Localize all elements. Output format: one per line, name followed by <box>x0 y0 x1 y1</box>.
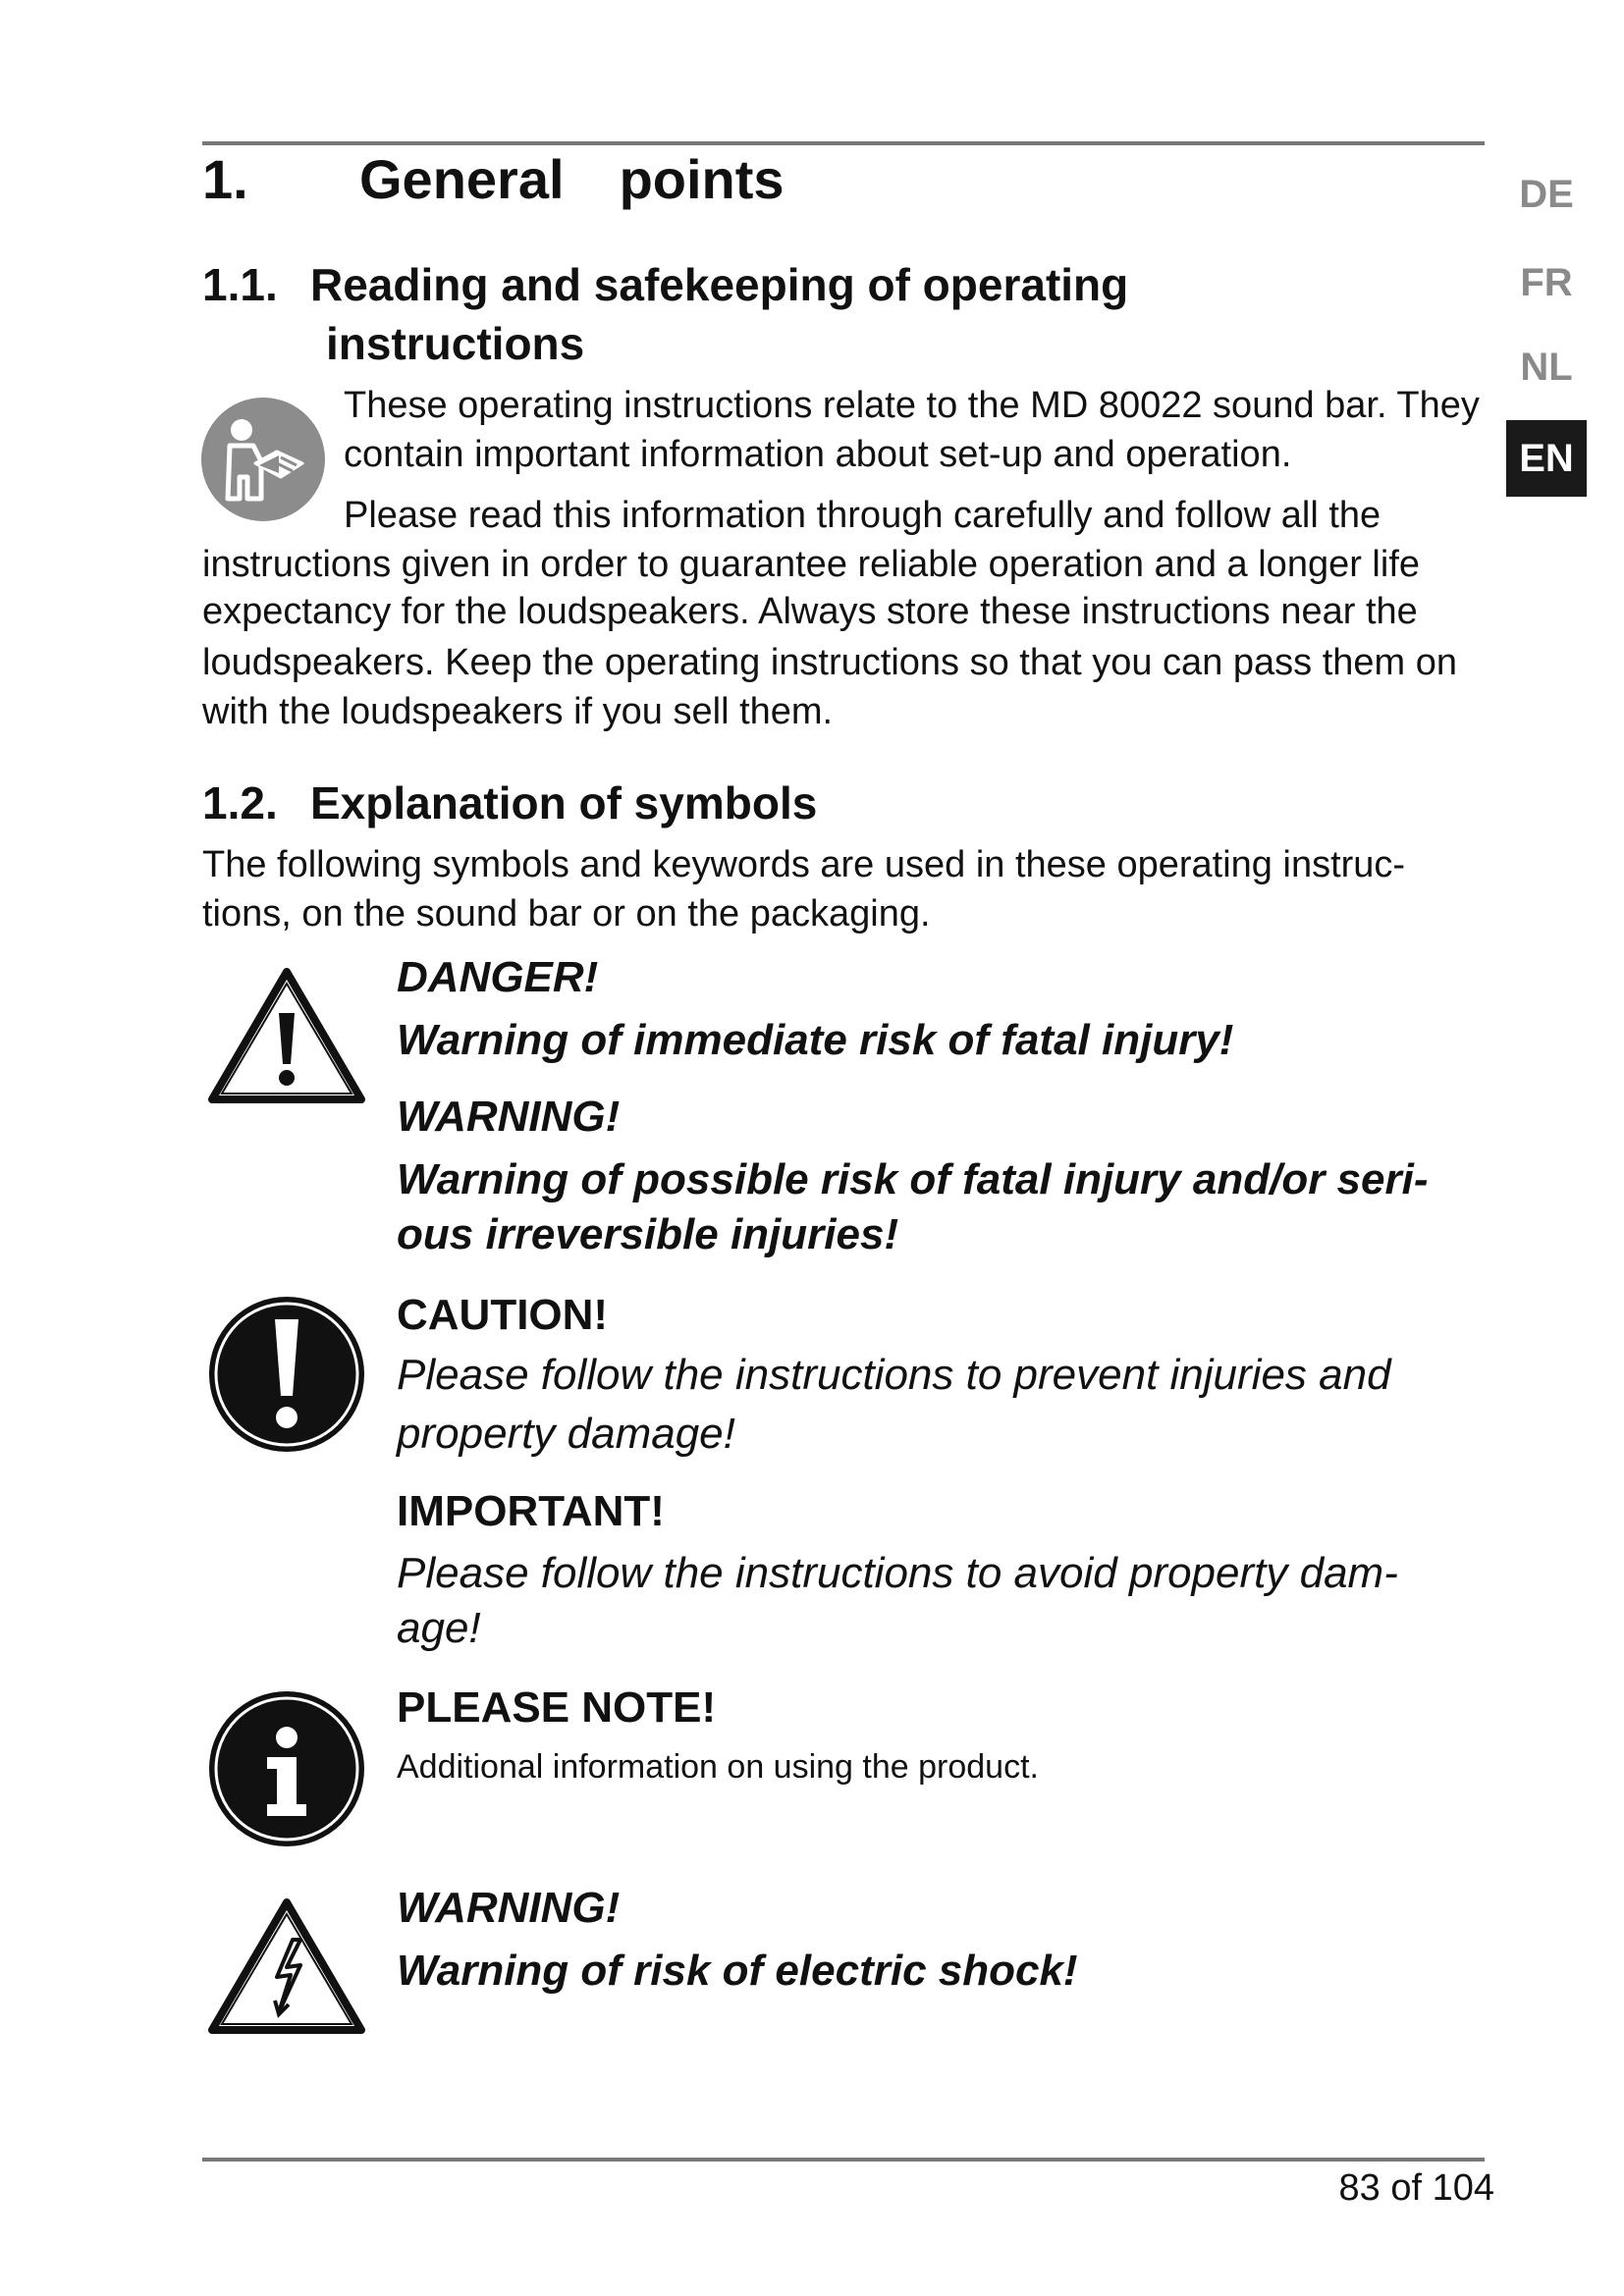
lang-tab-fr[interactable]: FR <box>1520 261 1573 304</box>
important-description-line2: age! <box>397 1604 481 1652</box>
section-1-1-line-7: with the loudspeakers if you sell them. <box>202 691 834 732</box>
lang-tab-nl[interactable]: NL <box>1520 346 1573 389</box>
electric-warning-description: Warning of risk of electric shock! <box>397 1947 1078 1995</box>
bottom-rule <box>202 2158 1485 2162</box>
read-manual-icon <box>200 397 326 522</box>
lang-tab-en[interactable]: EN <box>1506 420 1587 497</box>
top-rule <box>202 141 1485 145</box>
section-1-1-line-3: Please read this information through carefully and follow all the <box>344 495 1381 536</box>
chapter-title-word-1: General <box>359 148 565 210</box>
caution-description-line1: Please follow the instructions to prevent injuries and <box>397 1351 1391 1399</box>
please-note-title: PLEASE NOTE! <box>397 1683 717 1732</box>
please-note-description: Additional information on using the product. <box>397 1748 1039 1786</box>
section-1-2-intro-line-1: The following symbols and keywords are used in these operating instruc- <box>202 844 1406 885</box>
page-number: 83 of 104 <box>1338 2167 1494 2209</box>
important-title: IMPORTANT! <box>397 1487 665 1535</box>
important-description-line1: Please follow the instructions to avoid property dam- <box>397 1549 1398 1597</box>
lang-tab-de[interactable]: DE <box>1519 173 1574 216</box>
danger-description: Warning of immediate risk of fatal injury! <box>397 1016 1234 1064</box>
chapter-number: 1. <box>202 148 248 210</box>
electric-shock-triangle-icon <box>206 1896 367 2036</box>
section-1-1-heading <box>202 255 1128 314</box>
caution-description-line2: property damage! <box>397 1410 735 1458</box>
section-1-1-number: 1.1. <box>202 259 278 310</box>
warning-title: WARNING! <box>397 1093 621 1141</box>
section-1-1-title-line1: Reading and safekeeping of operating <box>310 259 1129 310</box>
section-1-2-heading <box>202 774 817 832</box>
section-1-1-line-5: expectancy for the loudspeakers. Always store these instructions near the <box>202 591 1418 632</box>
caution-title: CAUTION! <box>397 1291 609 1339</box>
section-1-2-intro-line-2: tions, on the sound bar or on the packaging. <box>202 893 931 934</box>
danger-title: DANGER! <box>397 953 599 1001</box>
section-1-1-line-1: These operating instructions relate to the MD 80022 sound bar. They <box>344 385 1480 426</box>
warning-description-line2: ous irreversible injuries! <box>397 1210 899 1258</box>
exclamation-circle-icon <box>206 1294 367 1455</box>
electric-warning-title: WARNING! <box>397 1884 621 1932</box>
info-circle-icon <box>206 1688 367 1849</box>
chapter-heading <box>202 149 785 210</box>
section-1-1-line-4: instructions given in order to guarantee reliable operation and a longer life <box>202 544 1421 585</box>
section-1-2-title: Explanation of symbols <box>310 777 818 828</box>
warning-description-line1: Warning of possible risk of fatal injury and/or seri- <box>397 1155 1429 1203</box>
chapter-title-word-2: points <box>619 148 785 210</box>
warning-triangle-icon <box>206 966 367 1105</box>
section-1-1-title-line2: instructions <box>326 318 585 369</box>
section-1-2-number: 1.2. <box>202 777 278 828</box>
section-1-1-line-2: contain important information about set-up and operation. <box>344 434 1292 475</box>
section-1-1-line-6: loudspeakers. Keep the operating instructions so that you can pass them on <box>202 642 1458 683</box>
